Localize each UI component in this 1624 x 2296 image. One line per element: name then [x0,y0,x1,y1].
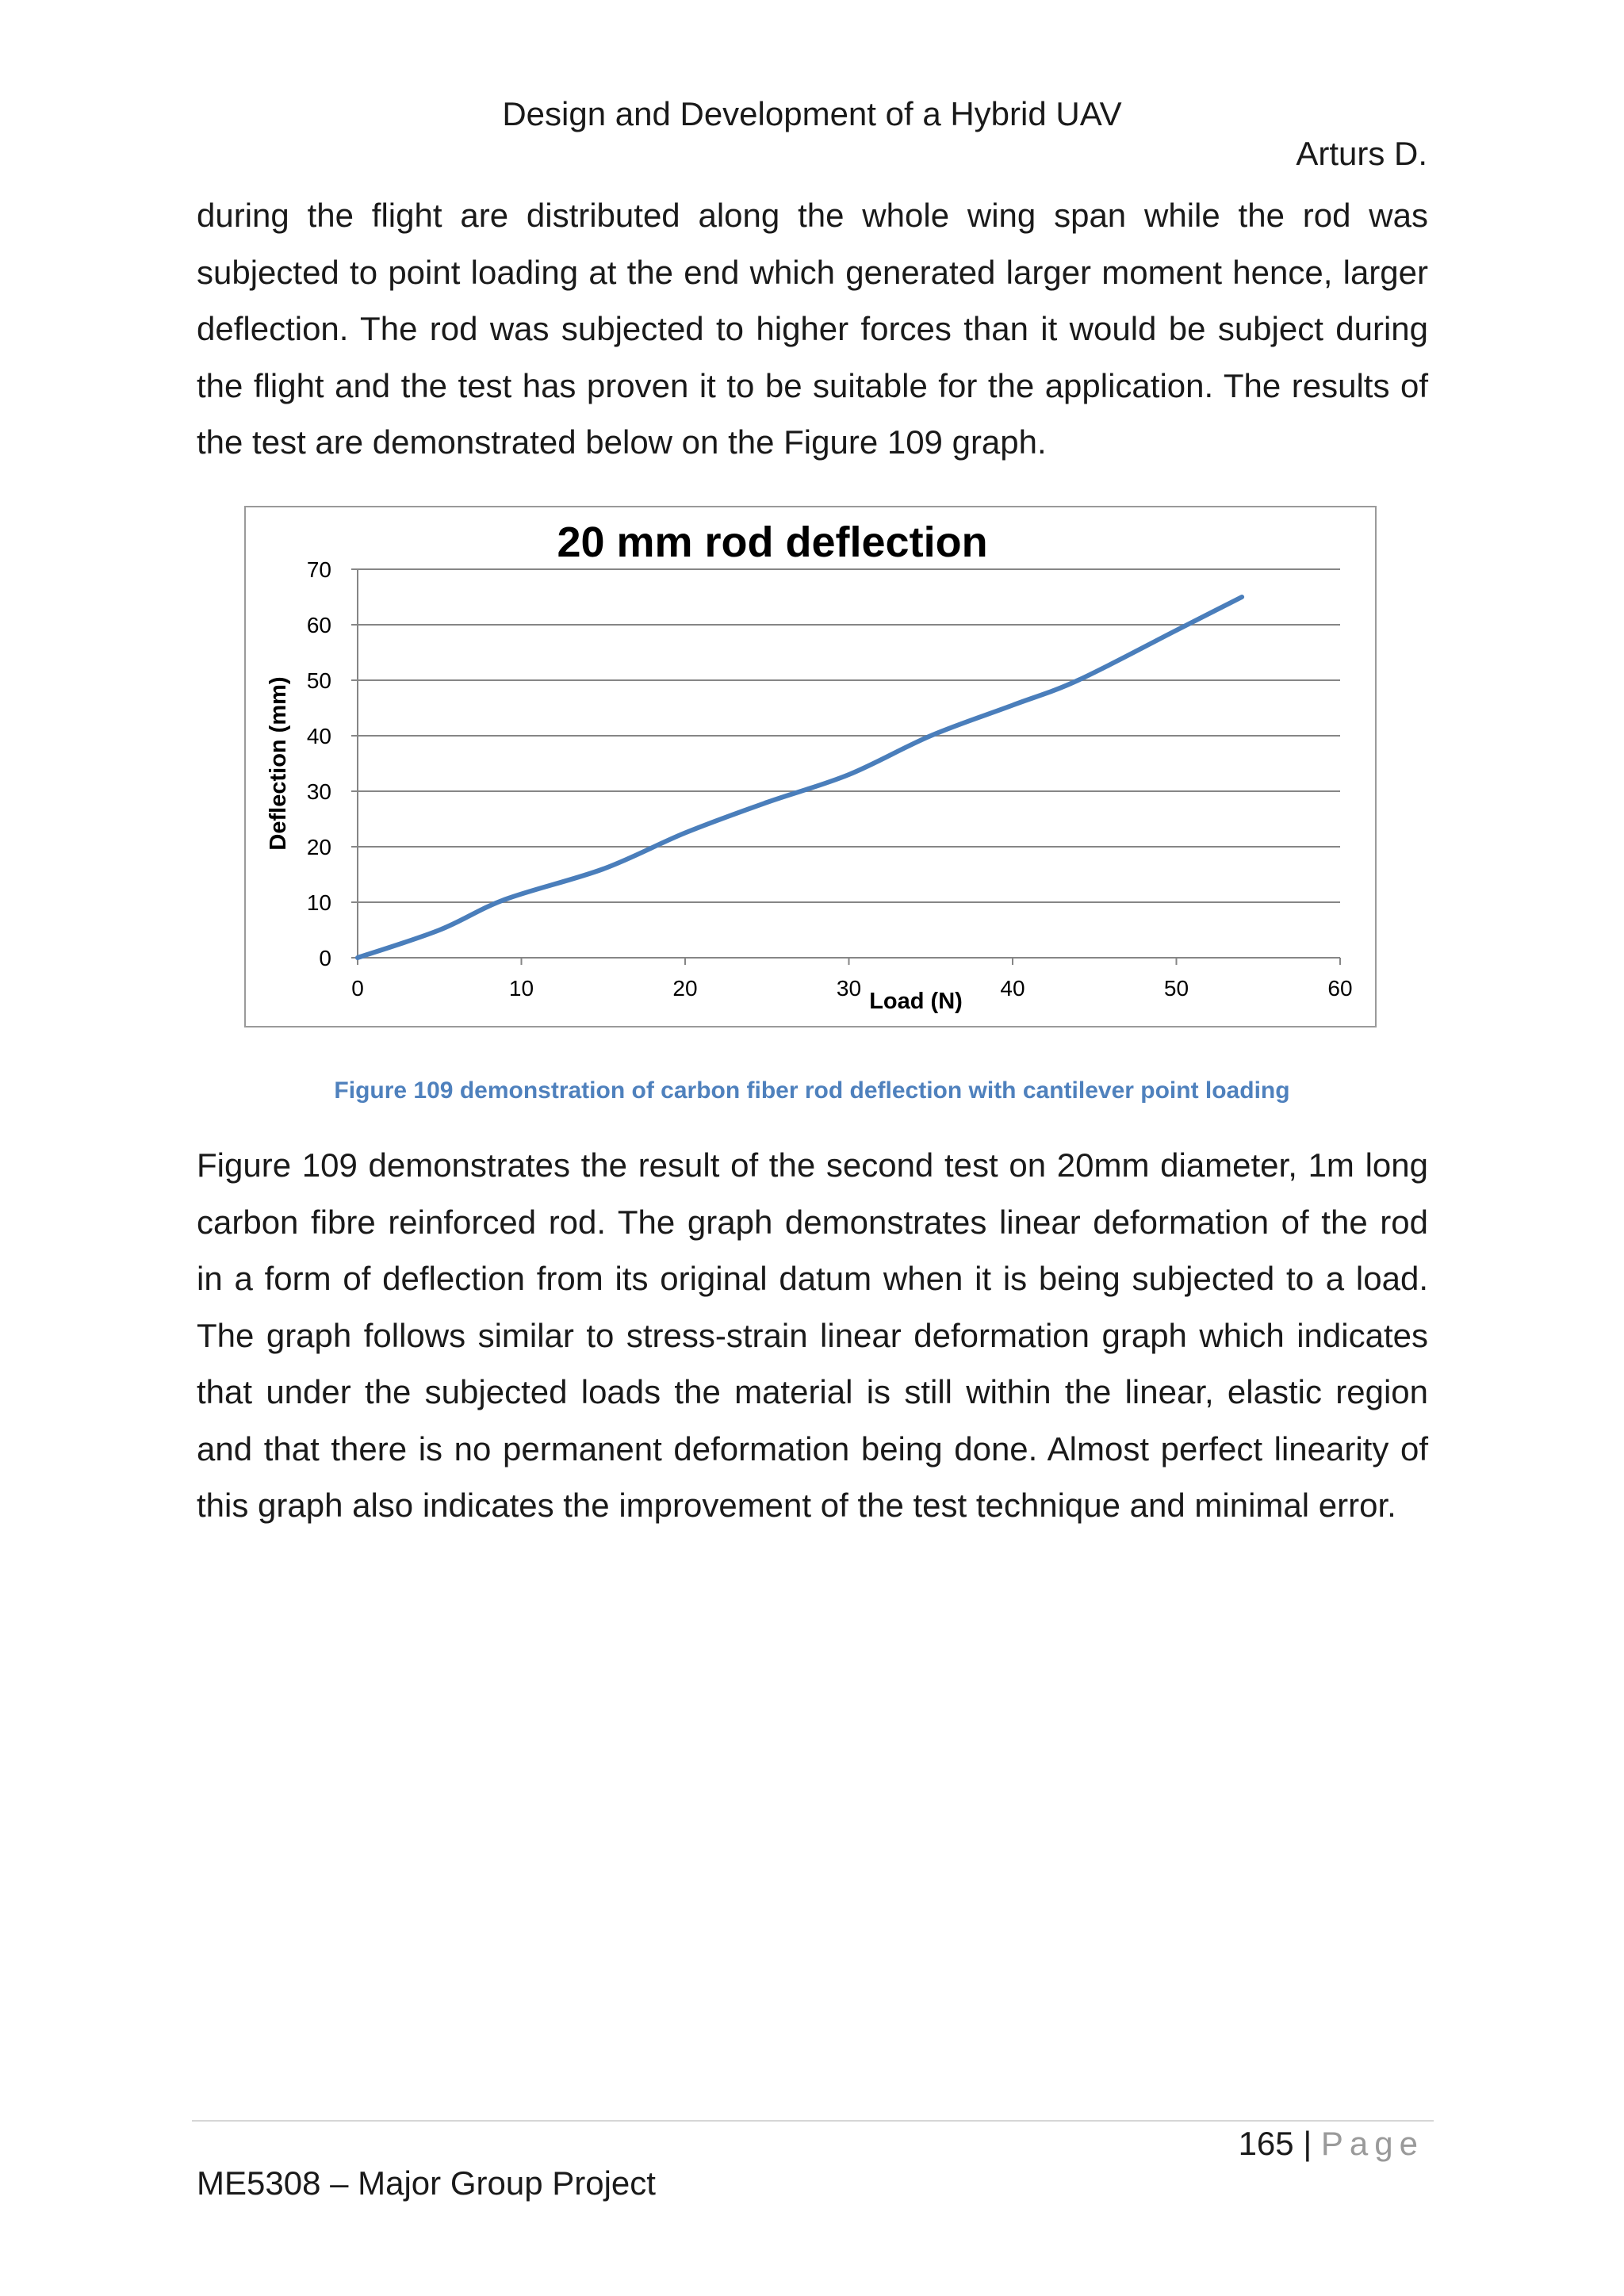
body-paragraph: during the flight are distributed along the whole wing span while the rod was subjected to point loading at the end which generated larger moment hence, larger deflection. The rod was subjected to higher forces than it would be subject during the flight and the test has proven it to be suitable for the application. The results of the test are demonstrated below on the Figure 109 graph. [197,197,1428,461]
y-tick-label: 50 [306,668,331,693]
page-separator: | [1303,2125,1312,2162]
page-word: Page [1320,2125,1424,2162]
series-line [358,597,1242,958]
page-number [1239,2123,1424,2164]
x-tick-label: 60 [1327,976,1353,1001]
gridlines [351,569,1340,965]
footer-divider [192,2120,1434,2122]
y-tick-label: 40 [306,724,331,748]
y-tick-label: 30 [306,779,331,804]
x-tick-label: 50 [1163,976,1189,1001]
y-tick-label: 0 [319,946,331,970]
body-paragraph: Figure 109 demonstrates the result of the second test on 20mm diameter, 1m long carbon fibre reinforced rod. The graph demonstrates linear deformation of the rod in a form of deflection from its original datum when it is being subjected to a load. The graph follows similar to stress-strain linear deformation graph which indicates that under the subjected loads the material is still within the linear, elastic region and that there is no permanent deformation being done. Almost perfect linearity of this graph also indicates the improvement of the test technique and minimal error. [197,1146,1428,1524]
running-header-title: Design and Development of a Hybrid UAV [502,95,1122,132]
x-tick-label: 10 [508,976,534,1001]
x-tick-label: 30 [836,976,862,1001]
y-tick-label: 20 [306,835,331,859]
y-tick-label: 70 [306,557,331,582]
chart-title: 20 mm rod deflection [557,519,988,566]
y-tick-label: 10 [306,890,331,915]
y-tick-label: 60 [306,613,331,637]
x-axis-label: Load (N) [869,989,963,1014]
x-tick-label: 0 [351,976,364,1001]
x-tick-label: 20 [672,976,698,1001]
y-axis-label: Deflection (mm) [266,676,291,851]
tick-labels [307,557,1353,1001]
chart-figure [244,506,1377,1027]
running-header-author: Arturs D. [1296,135,1427,172]
figure-caption: Figure 109 demonstration of carbon fiber rod deflection with cantilever point loading [334,1077,1290,1104]
footer-course: ME5308 – Major Group Project [197,2164,656,2202]
deflection-chart [246,507,1378,1029]
series-layer [355,595,1244,960]
x-tick-label: 40 [1000,976,1025,1001]
page-number-value: 165 [1238,2125,1294,2162]
